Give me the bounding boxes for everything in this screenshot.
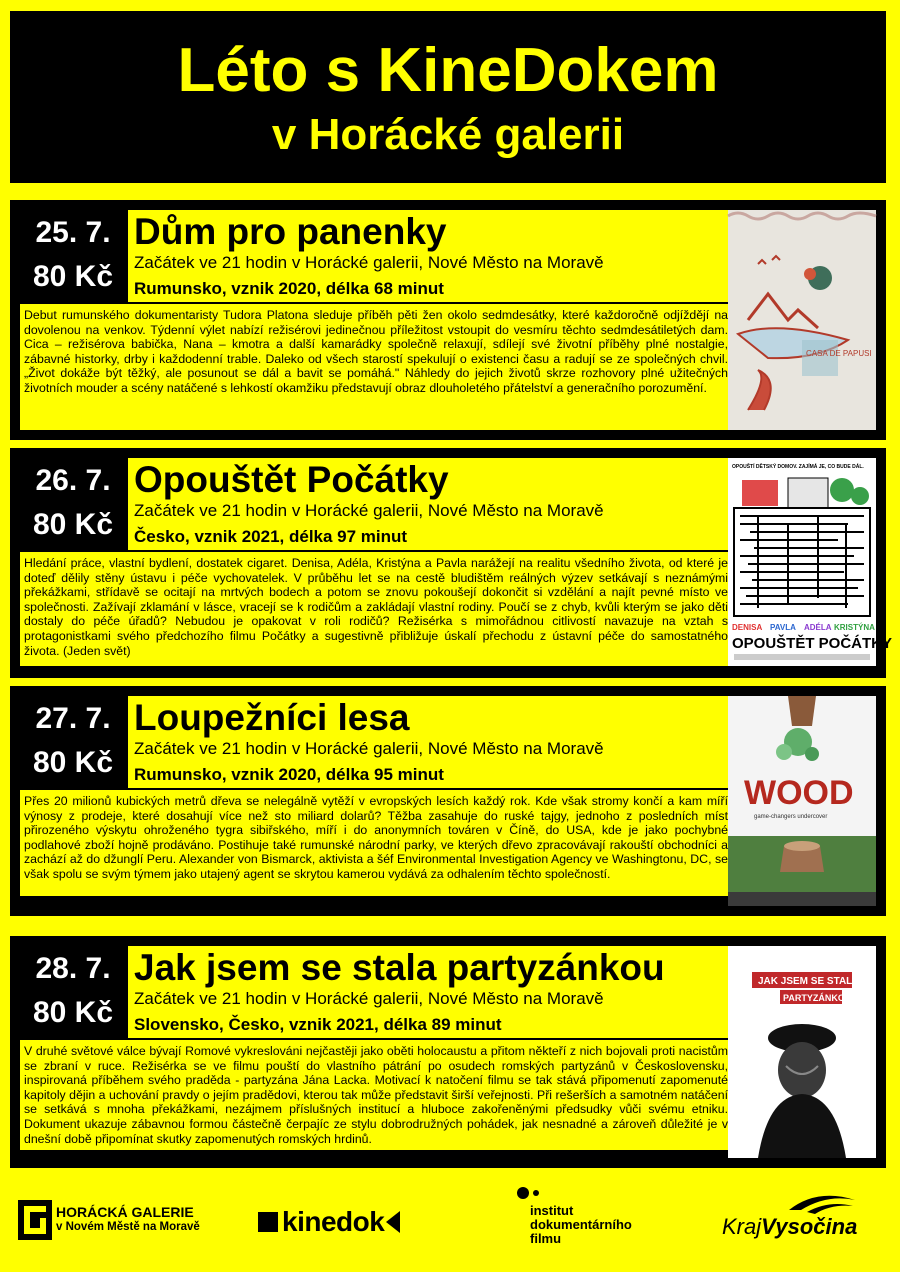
event-info: Česko, vznik 2021, délka 97 minut <box>134 527 408 546</box>
event-description: Přes 20 milionů kubických metrů dřeva se nelegálně vytěží v evropských lesích každý rok. Kde však stromy končí a kam míří výnosy z prodeje, které dosahují více než sto miliard dolarů? Těžba zasahuje do ruské tajgy, jednoho z posledních míst přirozeného výskytu ohroženého tygra sibiřského, míří i do anonymních továren v Číně, do USA, kde je jako pochybné podlahové zboží hojně prodáváno. Postihuje také rumunské národní parky, ve kterých dřevo zpracovávají rakouští obchodníci a zachází až do džunglí Peru. Alexander von Bismarck, aktivista a šéf Environmental Investigation Agency ve Washingtonu, DC, se však spolu se svým týmem jako utajený agent se skrytou kamerou vydává za odhalením těchto společností. <box>20 790 732 896</box>
movie-poster <box>728 696 876 906</box>
date-price-box <box>20 210 126 302</box>
event-description: Hledání práce, vlastní bydlení, dostatek cigaret. Denisa, Adéla, Kristýna a Pavla narážejí na realitu všedního života, od které je doteď dělily stěny ústavu i péče vychovatelek. V průběhu let se na cestě bludištěm reálných výzev setkávají s neznámými překážkami, střídavě se ocitají na mrtvých bodech a potom se znovu pokoušejí dokončit si vzdělání a najít pevné místo ve společnosti. Zažívají zklamání v lásce, vracejí se k rodičům a zakládají vlastní rodiny. Poučí se z chyb, kvůli kterým se jako děti dostaly do péče úřadů? Nebudou je opakovat v roli rodičů? Režisérka s mimořádnou citlivostí navazuje na vztah s protagonistkami svého předchozího filmu Počátky a sugestivně přibližuje úskalí přechodu z ústavní péče do samostatného života. (Jeden svět) <box>20 552 732 666</box>
event-title: Dům pro panenky <box>134 211 447 252</box>
poster-illustration <box>728 210 876 430</box>
logo-text: Kraj <box>722 1214 762 1239</box>
poster-title-line1: JAK JSEM SE STALA <box>758 976 860 987</box>
kraj-vysocina-swoosh-icon <box>787 1192 857 1214</box>
event-card <box>10 936 886 1168</box>
event-heading <box>128 210 732 302</box>
movie-poster <box>728 210 876 430</box>
date-price-box <box>20 946 126 1038</box>
logo-text: kinedok <box>282 1206 385 1237</box>
movie-poster <box>728 946 876 1158</box>
event-info: Slovensko, Česko, vznik 2021, délka 89 minut <box>134 1015 502 1034</box>
event-title: Opouštět Počátky <box>134 459 449 500</box>
poster-title: Léto s KineDokem <box>177 36 719 105</box>
event-title: Loupežníci lesa <box>134 697 410 738</box>
kinedok-arrow-icon <box>386 1211 400 1233</box>
event-date: 28. 7. <box>20 946 126 988</box>
event-card <box>10 686 886 916</box>
kinedok-square-icon <box>258 1212 278 1232</box>
poster-name: KRISTÝNA <box>834 623 875 632</box>
poster-title-line2: PARTYZÁNKOU <box>783 993 852 1003</box>
poster-text: CASA DE PAPUSI <box>806 349 872 358</box>
poster-tagline: OPOUŠTÍ DĚTSKÝ DOMOV. ZAJÍMÁ JE, CO BUDE DÁL. <box>732 464 864 470</box>
logo-institut-dokumentarniho-filmu <box>516 1186 632 1246</box>
event-card <box>10 200 886 440</box>
event-description: Debut rumunského dokumentaristy Tudora Platona sleduje příběh pěti žen okolo sedmdesátky, které každoročně odjíždějí na dovolenou na venkov. Týdenní výlet nabízí režisérovi jedinečnou příležitost vstoupit do vesmíru těchto sedmdesátiletých dam. Cica – režisérova babička, Nana – kmotra a další kamarádky společně relaxují, sdílejí své životní příběhy plné nostalgie, zábavné historky, drby i každodenní trable. Daleko od všech starostí spekulují o existenci času a radují se ze společných chvil. „Život dokáže být těžký, ale posunout se dál a bavit se pomáhá." Náhledy do jejich životů skrze rozhovory plné užitečných životních mouder a scény natáčené s lehkostí okamžiku představují obraz dlouholetého přátelství a generačního porozumění. <box>20 304 732 430</box>
poster-illustration <box>728 946 876 1158</box>
poster-title: WOOD <box>744 774 854 812</box>
event-date: 26. 7. <box>20 458 126 500</box>
event-start: Začátek ve 21 hodin v Horácké galerii, Nové Město na Moravě <box>134 989 604 1008</box>
poster-name: DENISA <box>732 623 763 632</box>
event-date: 25. 7. <box>20 210 126 252</box>
event-title: Jak jsem se stala partyzánkou <box>134 947 665 988</box>
idf-icon <box>516 1186 542 1200</box>
event-heading <box>128 458 732 550</box>
event-date: 27. 7. <box>20 696 126 738</box>
logo-kraj-vysocina <box>722 1192 857 1243</box>
logo-text: dokumentárního <box>530 1217 632 1232</box>
poster-name: PAVLA <box>770 623 796 632</box>
date-price-box <box>20 696 126 788</box>
event-card <box>10 448 893 678</box>
event-price: 80 Kč <box>20 738 126 788</box>
poster-tagline: game-changers undercover <box>754 814 828 820</box>
event-info: Rumunsko, vznik 2020, délka 95 minut <box>134 765 444 784</box>
event-start: Začátek ve 21 hodin v Horácké galerii, Nové Město na Moravě <box>134 739 604 758</box>
header <box>10 11 886 183</box>
logo-text: Vysočina <box>761 1214 858 1239</box>
logo-text: filmu <box>530 1231 562 1246</box>
poster-title: OPOUŠTĚT POČÁTKY <box>732 635 893 652</box>
poster-name: ADÉLA <box>804 623 832 632</box>
poster-illustration <box>728 458 893 666</box>
logo-horacka-galerie <box>18 1200 200 1240</box>
event-description: V druhé světové válce bývají Romové vykreslováni nejčastěji jako oběti holocaustu a přitom někteří z nich bojovali proti nacistům se zbraní v ruce. Režisérka se ve filmu pouští do vlastního pátrání po osudech romských partyzánů v Československu, inspirovaná příběhem svého pradědа - partyzána Jána Lacka. Motivací k natočení filmu se tak stává připomenutí zapomenuté kapitoly dějin a uchování pravdy o jejím pradědovi, kterou tak může představit širší veřejnosti. Při rešerších a samotném natáčení se setkává s mnoha překážkami, nezájmem příslušných institucí a hluboce zakořeněnými předsudky vůči svému etniku. Dokument ukazuje zábavnou formou částečně čerpajíc ze stylu dobrodružných pohádek, jak nesnadné a zároveň důležité je v dnešní době připomínat skutky zapomenutých romských hrdinů. <box>20 1040 732 1150</box>
poster-illustration <box>728 696 876 906</box>
date-price-box <box>20 458 126 550</box>
event-info: Rumunsko, vznik 2020, délka 68 minut <box>134 279 444 298</box>
logo-text: HORÁCKÁ GALERIE <box>56 1204 194 1220</box>
logo-kinedok <box>258 1208 400 1236</box>
event-price: 80 Kč <box>20 500 126 550</box>
event-price: 80 Kč <box>20 988 126 1038</box>
logo-subtext: v Novém Městě na Moravě <box>56 1221 200 1233</box>
event-start: Začátek ve 21 hodin v Horácké galerii, Nové Město na Moravě <box>134 501 604 520</box>
event-start: Začátek ve 21 hodin v Horácké galerii, Nové Město na Moravě <box>134 253 604 272</box>
poster-subtitle: v Horácké galerii <box>271 110 625 159</box>
horacka-galerie-icon <box>18 1200 52 1240</box>
event-price: 80 Kč <box>20 252 126 302</box>
movie-poster <box>728 458 893 666</box>
event-heading <box>128 946 732 1038</box>
footer <box>0 1180 900 1260</box>
logo-text: institut <box>530 1203 574 1218</box>
event-heading <box>128 696 732 788</box>
